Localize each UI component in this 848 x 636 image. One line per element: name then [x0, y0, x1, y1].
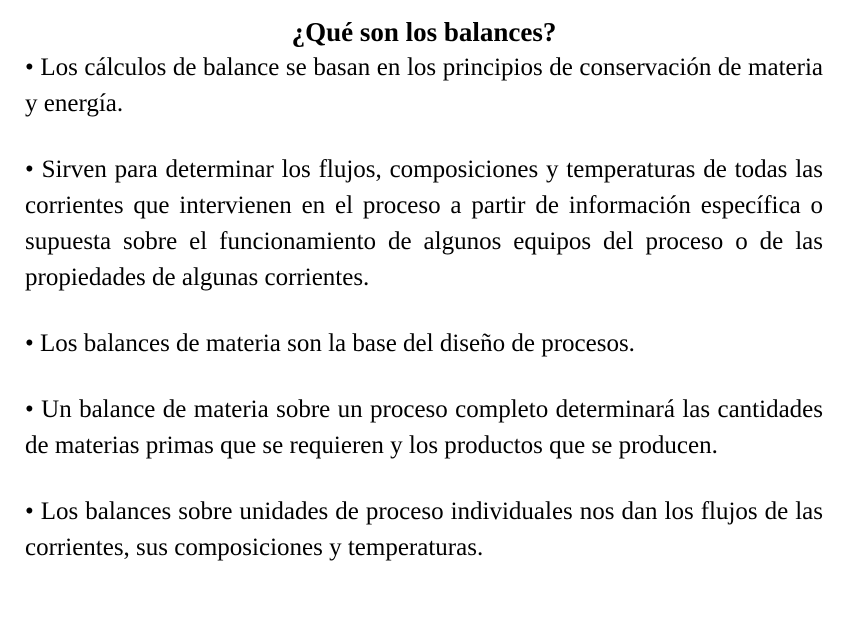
page-title: ¿Qué son los balances? [291, 17, 557, 47]
paragraph-spacer [25, 122, 823, 152]
paragraph-purpose: • Sirven para determinar los flujos, composiciones y temperaturas de todas las corrientes que intervienen en el proceso a partir de información específica o supuesta sobre el funcionamiento de algunos equipos del proceso o de las propiedades de algunas corrientes. [25, 156, 823, 291]
paragraph-spacer [25, 362, 823, 392]
document-page [25, 14, 823, 566]
paragraph-conservation: • Los cálculos de balance se basan en los principios de conservación de materia y energía. [25, 54, 823, 117]
paragraph-spacer [25, 296, 823, 326]
paragraph-design-basis: • Los balances de materia son la base del diseño de procesos. [25, 330, 635, 357]
paragraph-individual-units: • Los balances sobre unidades de proceso individuales nos dan los flujos de las corrientes, sus composiciones y temperaturas. [25, 498, 823, 561]
paragraph-spacer [25, 464, 823, 494]
paragraph-complete-process: • Un balance de materia sobre un proceso completo determinará las cantidades de materias primas que se requieren y los productos que se producen. [25, 396, 823, 459]
